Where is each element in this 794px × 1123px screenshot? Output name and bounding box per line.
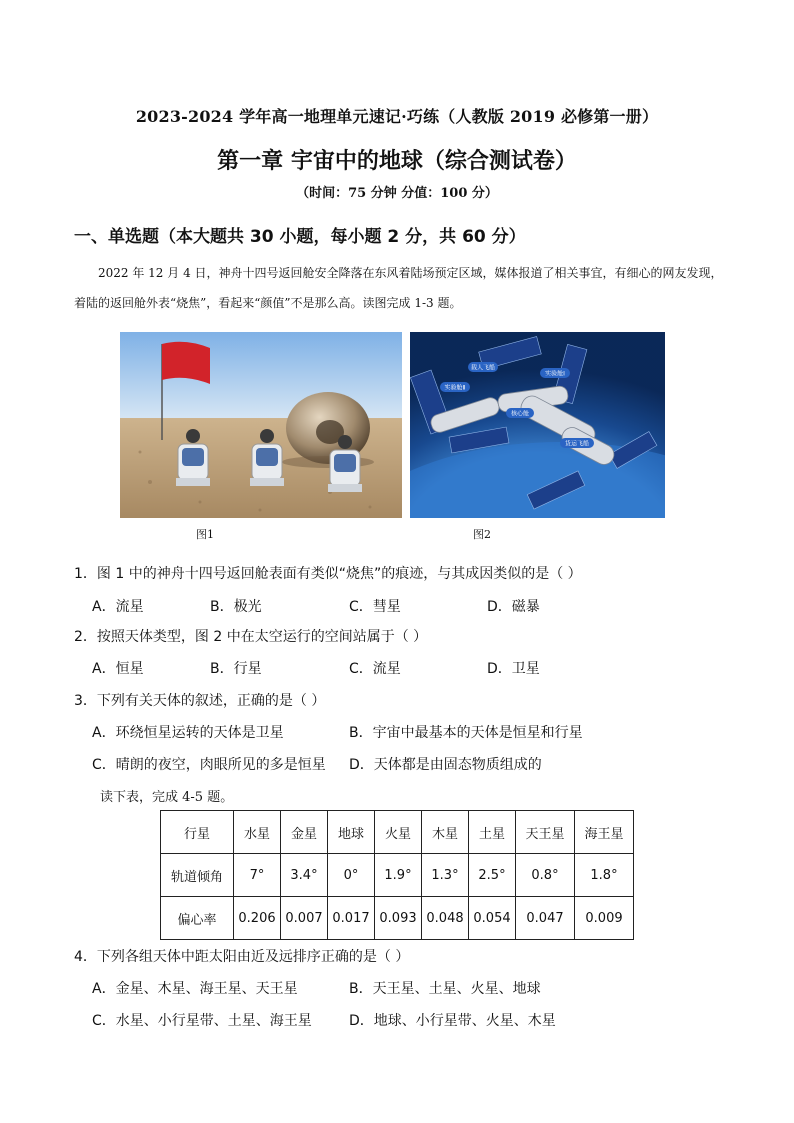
question-2-option-c[interactable]: C．流星 (349, 661, 401, 677)
table-cell: 7° (234, 854, 281, 897)
figure-1-landing-photo (120, 332, 402, 518)
table-cell: 0.054 (469, 897, 516, 940)
question-4-option-c[interactable]: C．水星、小行星带、土星、海王星 (92, 1013, 312, 1029)
question-2-option-a[interactable]: A．恒星 (92, 661, 144, 677)
landing-scene-illustration (120, 332, 402, 518)
question-4-option-d[interactable]: D．地球、小行星带、火星、木星 (349, 1013, 556, 1029)
table-cell: 0.047 (516, 897, 575, 940)
figure-2-caption: 图2 (473, 528, 491, 541)
table-cell: 0.093 (375, 897, 422, 940)
chapter-title: 第一章 宇宙中的地球（综合测试卷） (217, 149, 577, 174)
table-header-cell: 水星 (234, 811, 281, 854)
question-2-option-b[interactable]: B．行星 (210, 661, 262, 677)
question-4-stem: 4．下列各组天体中距太阳由近及远排序正确的是（ ） (74, 949, 410, 965)
table-row (161, 897, 634, 940)
station-label: 核心舱 (510, 410, 530, 418)
question-4-option-b[interactable]: B．天王星、土星、火星、地球 (349, 981, 541, 997)
question-1-option-b[interactable]: B．极光 (210, 599, 262, 615)
question-3-option-c[interactable]: C．晴朗的夜空，肉眼所见的多是恒星 (92, 757, 326, 773)
question-1-option-d[interactable]: D．磁暴 (487, 599, 540, 615)
time-score-info: （时间：75 分钟 分值：100 分） (296, 186, 498, 201)
table-header-cell: 金星 (281, 811, 328, 854)
question-2-stem: 2．按照天体类型，图 2 中在太空运行的空间站属于（ ） (74, 629, 428, 645)
document-header: 2023-2024 学年高一地理单元速记·巧练（人教版 2019 必修第一册） (135, 107, 659, 126)
table-header-cell: 天王星 (516, 811, 575, 854)
station-label: 货运飞船 (564, 440, 590, 448)
table-cell: 1.8° (575, 854, 634, 897)
section-heading: 一、单选题（本大题共 30 小题，每小题 2 分，共 60 分） (74, 227, 526, 247)
table-cell: 1.9° (375, 854, 422, 897)
question-1-option-c[interactable]: C．彗星 (349, 599, 401, 615)
table-header-cell: 土星 (469, 811, 516, 854)
station-label: 实验舱Ⅱ (444, 384, 466, 392)
question-2-option-d[interactable]: D．卫星 (487, 661, 540, 677)
question-1-stem: 1．图 1 中的神舟十四号返回舱表面有类似“烧焦”的痕迹，与其成因类似的是（ ） (74, 566, 582, 582)
table-cell: 轨道倾角 (161, 854, 234, 897)
table-header-cell: 海王星 (575, 811, 634, 854)
table-cell: 0° (328, 854, 375, 897)
table-header-cell: 地球 (328, 811, 375, 854)
table-cell: 0.206 (234, 897, 281, 940)
table-cell: 1.3° (422, 854, 469, 897)
table-cell: 0.8° (516, 854, 575, 897)
reading-passage: 2022 年 12 月 4 日，神舟十四号返回舱安全降落在东风着陆场预定区域，媒体报道了相关事宜，有细心的网友发现，着陆的返回舱外表“烧焦”，看起来“颜值”不是那么高。读图完成 1-3 题。 (74, 266, 723, 310)
question-3-stem: 3．下列有关天体的叙述，正确的是（ ） (74, 693, 326, 709)
figure-1-caption: 图1 (196, 528, 214, 541)
table-cell: 2.5° (469, 854, 516, 897)
planet-orbit-table (160, 810, 634, 940)
table-intro: 读下表，完成 4-5 题。 (100, 790, 234, 805)
figure-2-space-station (410, 332, 665, 518)
table-cell: 0.017 (328, 897, 375, 940)
table-cell: 0.007 (281, 897, 328, 940)
flag-icon (162, 342, 210, 384)
table-header-cell: 火星 (375, 811, 422, 854)
question-4-option-a[interactable]: A．金星、木星、海王星、天王星 (92, 981, 298, 997)
table-cell: 0.009 (575, 897, 634, 940)
table-header-cell: 木星 (422, 811, 469, 854)
table-cell: 0.048 (422, 897, 469, 940)
station-label: 实验舱Ⅰ (545, 370, 565, 378)
table-cell: 偏心率 (161, 897, 234, 940)
question-3-option-b[interactable]: B．宇宙中最基本的天体是恒星和行星 (349, 725, 583, 741)
table-header-cell: 行星 (161, 811, 234, 854)
table-cell: 3.4° (281, 854, 328, 897)
table-row (161, 854, 634, 897)
station-label: 载人飞船 (470, 364, 496, 372)
question-3-option-a[interactable]: A．环绕恒星运转的天体是卫星 (92, 725, 284, 741)
space-station-illustration (410, 332, 665, 518)
question-3-option-d[interactable]: D．天体都是由固态物质组成的 (349, 757, 542, 773)
question-1-option-a[interactable]: A．流星 (92, 599, 144, 615)
table-header-row (161, 811, 634, 854)
